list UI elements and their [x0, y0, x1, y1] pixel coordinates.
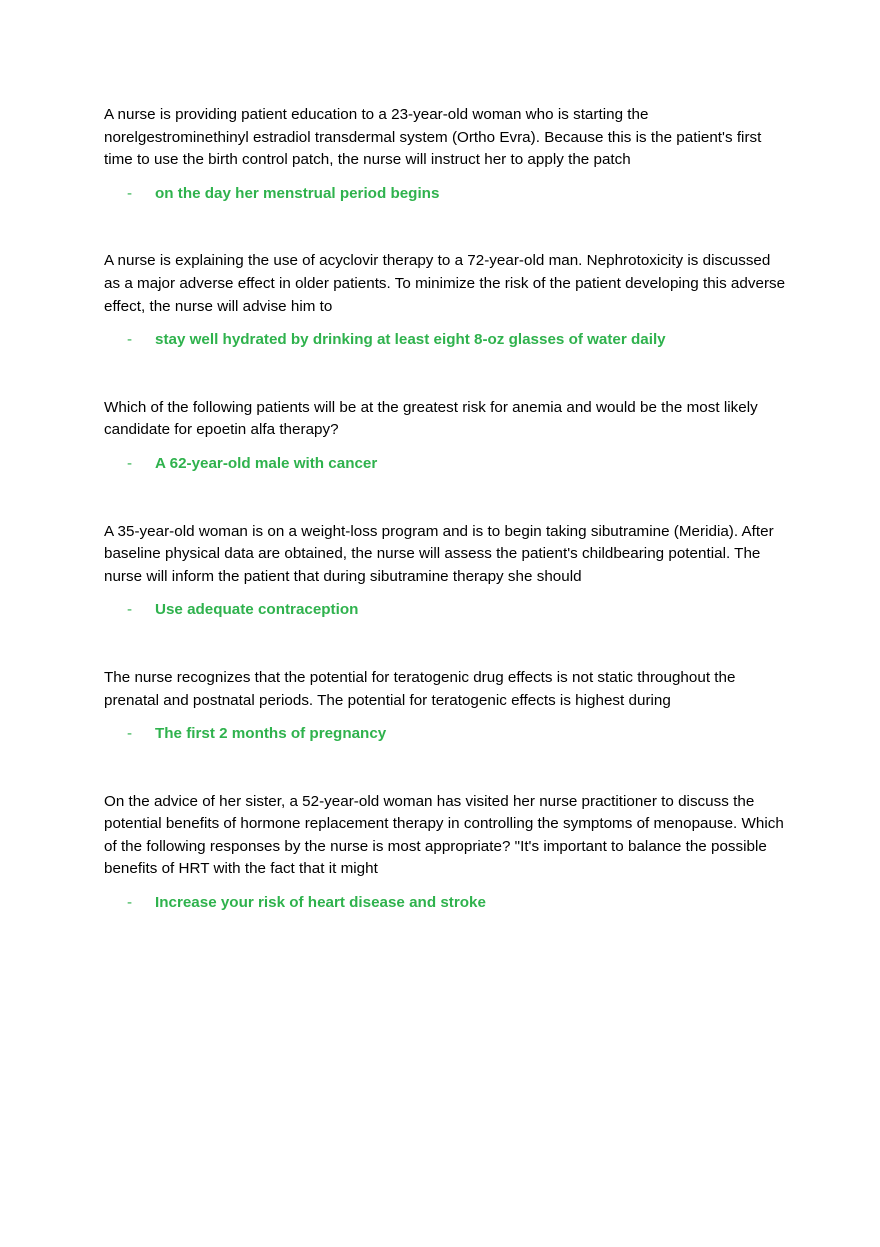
answer-item [127, 723, 790, 746]
answer-item [127, 892, 790, 915]
answer-text: on the day her menstrual period begins [155, 184, 440, 202]
answer-text: stay well hydrated by drinking at least eight 8-oz glasses of water daily [155, 331, 666, 349]
question-text: Which of the following patients will be at the greatest risk for anemia and would be the most likely candidate for epoetin alfa therapy? [104, 398, 758, 439]
answer-text: Use adequate contraception [155, 601, 359, 619]
bullet-dash: - [127, 454, 133, 472]
bullet-dash: - [127, 601, 133, 619]
answer-item [127, 183, 790, 206]
qa-item [104, 667, 790, 746]
answer-text: The first 2 months of pregnancy [155, 725, 387, 743]
bullet-dash: - [127, 184, 133, 202]
qa-item [104, 104, 790, 205]
qa-item [104, 791, 790, 915]
answer-text: A 62-year-old male with cancer [155, 454, 378, 472]
qa-item [104, 397, 790, 476]
question-text: A nurse is explaining the use of acyclovir therapy to a 72-year-old man. Nephrotoxicity is discussed as a major adverse effect in older patients. To minimize the risk of the patient developing this adverse effect, the nurse will advise him to [104, 252, 786, 315]
question-text: A nurse is providing patient education to a 23-year-old woman who is starting the norelgestrominethinyl estradiol transdermal system (Ortho Evra). Because this is the patient's first time to use the birth control patch, the nurse will instruct her to apply the patch [104, 106, 762, 169]
question-text: On the advice of her sister, a 52-year-old woman has visited her nurse practitioner to discuss the potential benefits of hormone replacement therapy in controlling the symptoms of menopause. Which of the following responses by the nurse is most appropriate? "It's important to balance the possible benefits of HRT with the fact that it might [104, 792, 784, 878]
answer-item [127, 599, 790, 622]
bullet-dash: - [127, 331, 133, 349]
answer-text: Increase your risk of heart disease and stroke [155, 894, 486, 912]
question-text: The nurse recognizes that the potential for teratogenic drug effects is not static throughout the prenatal and postnatal periods. The potential for teratogenic effects is highest during [104, 668, 736, 709]
question-text: A 35-year-old woman is on a weight-loss program and is to begin taking sibutramine (Meridia). After baseline physical data are obtained, the nurse will assess the patient's childbearing potential. The nurse will inform the patient that during sibutramine therapy she should [104, 522, 774, 585]
qa-item [104, 250, 790, 351]
bullet-dash: - [127, 725, 133, 743]
qa-item [104, 521, 790, 622]
answer-item [127, 329, 790, 352]
bullet-dash: - [127, 894, 133, 912]
answer-item [127, 453, 790, 476]
